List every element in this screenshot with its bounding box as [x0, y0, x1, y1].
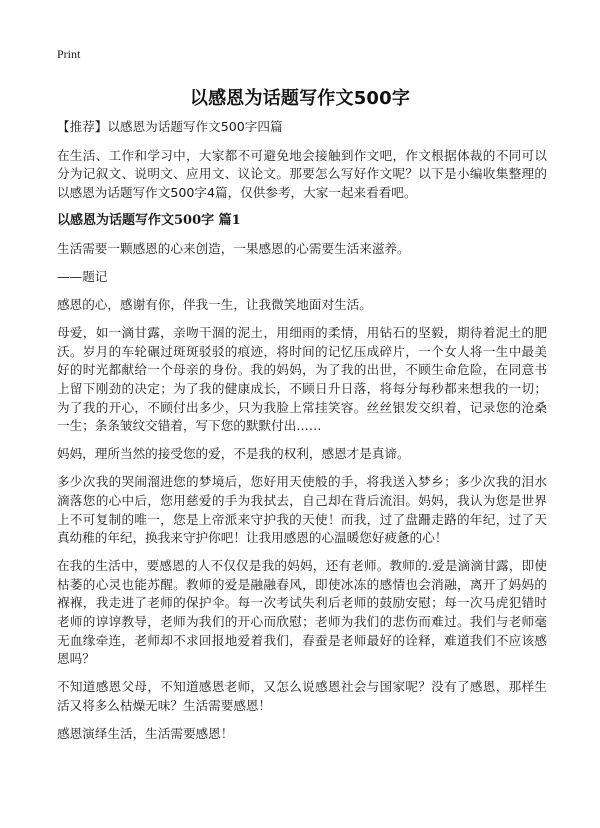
paragraph-mother-love: 母爱，如一滴甘露，亲吻干涸的泥土，用细雨的柔情，用钻石的坚毅，期待着泥土的肥沃。岁月的车轮碾过斑斑驳驳的痕迹，将时间的记忆压成碎片，一个女人将一生中最美好的时光都献给一个母亲的身份。我的妈妈，为了我的出世，不顾生命危险，在同意书上留下刚劲的决定；为了我的健康成长，不顾日升日落，将每分每秒都来想我的一切；为了我的开心，不顾付出多少，只为我脸上常挂笑容。丝丝银发交织着，记录您的沧桑一生；条条皱纹交错着，写下您的默默付出…… — [57, 325, 547, 434]
page-title: 以感恩为话题写作文500字 — [189, 88, 411, 109]
article-body — [57, 118, 547, 753]
recommend-line: 【推荐】以感恩为话题写作文500字四篇 — [57, 119, 283, 134]
paragraph-epigraph-signature: ——题记 — [57, 269, 108, 285]
paragraph-epigraph: 生活需要一颗感恩的心来创造，一果感恩的心需要生活来滋养。 — [57, 240, 410, 256]
paragraph-gratitude: 感恩的心，感谢有你，伴我一生，让我微笑地面对生活。 — [57, 297, 372, 313]
paragraph-mother-angel: 多少次我的哭闹溜进您的梦境后，您好用天使般的手，将我送入梦乡；多少次我的泪水滴落您的心中后，您用慈爱的手为我拭去，自己却在背后流泪。妈妈，我认为您是世界上不可复制的唯一，您是上帝派来守护我的天使！而我，过了盘跚走路的年纪，过了天真幼稚的年纪，换我来守护你吧！让我用感恩的心温暖您好疲惫的心！ — [57, 474, 547, 546]
paragraph-mother-truth: 妈妈，理所当然的接受您的爱，不是我的权利，感恩才是真谛。 — [57, 446, 410, 462]
paragraph-society: 不知道感恩父母，不知道感恩老师，又怎么说感恩社会与国家呢？没有了感恩，那样生活又将多么枯燥无味？生活需要感恩！ — [57, 679, 547, 713]
paragraph-conclusion: 感恩演绎生活，生活需要感恩！ — [57, 726, 234, 742]
print-link[interactable]: Print — [57, 47, 81, 61]
paragraph-teacher: 在我的生活中，要感恩的人不仅仅是我的妈妈，还有老师。教师的.爱是滴滴甘露，即使枯萎的心灵也能苏醒。教师的爱是融融春风，即使冰冻的感情也会消融，离开了妈妈的褓褓，我走进了老师的保护伞。每一次考试失利后老师的鼓励安慰；每一次马虎犯错时老师的谆谆教导，老师为我们的开心而欣慰；老师为我们的悲伤而难过。我们与老师毫无血缘牵连，老师却不求回报地爱着我们，春蚕是老师最好的诠释，难道我们不应该感恩吗？ — [57, 558, 547, 667]
intro-paragraph: 在生活、工作和学习中，大家都不可避免地会接触到作文吧，作文根据体裁的不同可以分为记叙文、说明文、应用文、议论文。那要怎么写好作文呢？以下是小编收集整理的以感恩为话题写作文500字4篇，仅供参考，大家一起来看看吧。 — [57, 147, 547, 200]
section-heading: 以感恩为话题写作文500字 篇1 — [57, 212, 241, 228]
